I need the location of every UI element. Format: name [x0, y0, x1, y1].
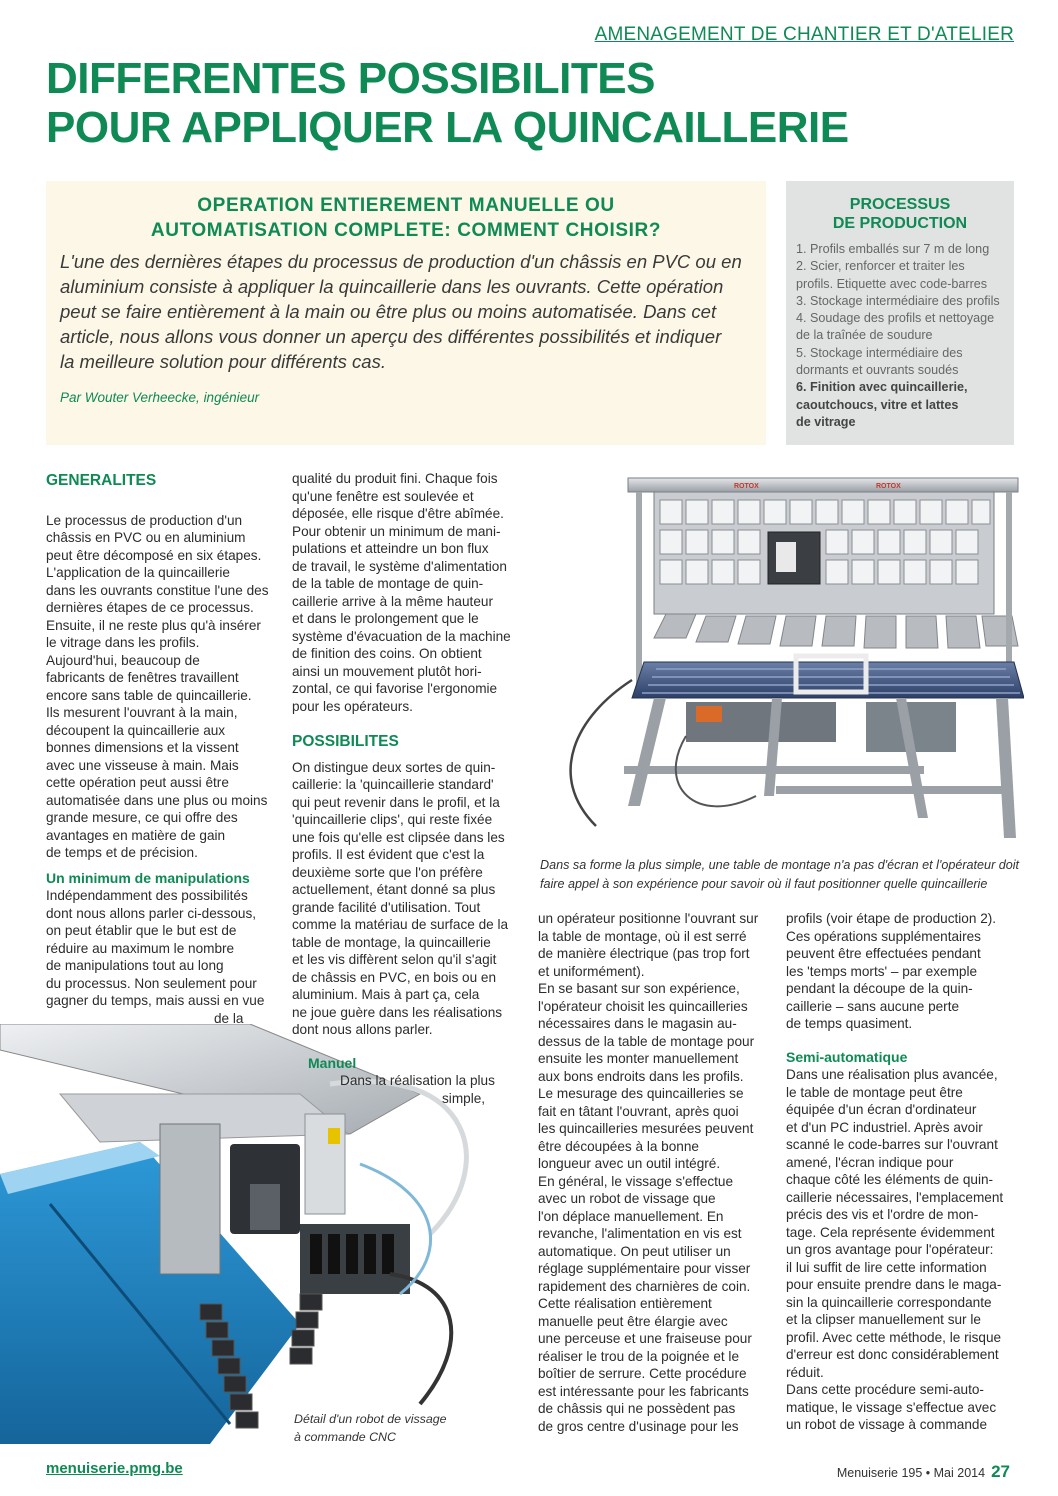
text-line: être découpées à la bonne — [538, 1138, 699, 1154]
text-line: une fois qu'elle est clipsée dans les — [292, 829, 505, 845]
text-line: caillerie nécessaires, l'emplacement — [786, 1189, 1004, 1205]
text-line: déposée, elle risque d'être abîmée. — [292, 506, 504, 521]
text-line: de temps quasiment. — [786, 1016, 913, 1031]
process-step-line: 1. Profils emballés sur 7 m de long — [796, 242, 990, 256]
text-line: du processus. Non seulement pour — [46, 975, 257, 991]
text-line: système d'évacuation de la machine — [292, 628, 511, 644]
text-line: de finition des coins. On obtient — [292, 646, 482, 661]
text-line: Ces opérations supplémentaires — [786, 928, 981, 944]
subheading: Manuel — [308, 1054, 357, 1071]
text-line: table de montage, la quincaillerie — [292, 934, 491, 950]
text-line: zontal, ce qui favorise l'ergonomie — [292, 681, 498, 696]
intro-box — [46, 181, 766, 445]
text-line: aluminium. Mais à part ça, cela — [292, 987, 480, 1002]
text-line: un opérateur positionne l'ouvrant sur — [538, 911, 759, 926]
text-line: profils. Il est évident que c'est la — [292, 847, 485, 862]
text-column-3 — [538, 910, 774, 1435]
text-line: Le processus de production d'un — [46, 512, 243, 528]
paragraph — [292, 759, 527, 1039]
text-line: caillerie arrive à la même hauteur — [292, 593, 493, 609]
process-step — [796, 241, 1004, 258]
paragraph — [786, 1066, 1016, 1434]
text-line: grande mesure, ce qui offre des — [46, 810, 238, 825]
text-line: de temps et de précision. — [46, 845, 198, 860]
text-line: Indépendamment des possibilités — [46, 888, 248, 903]
text-line: manuelle peut être élargie avec — [538, 1313, 728, 1329]
text-line: En se basant sur son expérience, — [538, 981, 740, 996]
intro-line: L'une des dernières étapes du processus de production d'un châssis en PVC ou en — [60, 251, 742, 272]
text-line: scanné le code-barres sur l'ouvrant — [786, 1137, 998, 1152]
text-line: ne joue guère dans les réalisations — [292, 1004, 503, 1020]
text-line: Le mesurage des quincailleries se — [538, 1086, 744, 1101]
text-line: amené, l'écran indique pour — [786, 1154, 954, 1170]
text-line: revanche, l'alimentation en vis est — [538, 1226, 742, 1241]
text-line: équipée d'un écran d'ordinateur — [786, 1102, 977, 1117]
text-line: dernières étapes de ce processus. — [46, 600, 254, 615]
text-line: pour ensuite prendre dans le maga- — [786, 1277, 1002, 1292]
process-step-line: dormants et ouvrants soudés — [796, 363, 959, 378]
text-line: Aujourd'hui, beaucoup de — [46, 652, 200, 668]
author-byline: Par Wouter Verheecke, ingénieur — [60, 390, 260, 405]
issue-info: Menuiserie 195 • Mai 2014 — [836, 1466, 986, 1480]
paragraph — [292, 470, 527, 715]
text-line: de la table de montage de quin- — [292, 576, 484, 591]
intro-heading — [60, 193, 752, 243]
text-line: Dans cette procédure semi-auto- — [786, 1382, 984, 1397]
paragraph — [46, 887, 281, 1027]
process-step-line: 2. Scier, renforcer et traiter les — [796, 259, 965, 274]
footer-website-link[interactable]: menuiserie.pmg.be — [46, 1460, 183, 1477]
text-line: On distingue deux sortes de quin- — [292, 759, 496, 775]
text-line: encore sans table de quincaillerie. — [46, 687, 252, 703]
text-column-1 — [46, 472, 281, 1027]
text-line: avec une visseuse à main. Mais — [46, 757, 239, 773]
text-line: d'erreur est donc considérablement — [786, 1347, 999, 1362]
intro-heading-line: AUTOMATISATION COMPLETE: COMMENT CHOISIR? — [150, 220, 662, 241]
text-line: et d'un PC industriel. Après avoir — [786, 1119, 983, 1135]
text-line: avantages en matière de gain — [46, 827, 226, 843]
process-step — [796, 345, 1004, 380]
text-line: bonnes dimensions et la vissent — [46, 740, 239, 755]
text-line: de gros centre d'usinage pour les — [538, 1418, 739, 1434]
text-line: un robot de vissage à commande — [786, 1417, 988, 1432]
paragraph — [786, 910, 1016, 1033]
text-line: fabricants de fenêtres travaillent — [46, 670, 239, 685]
text-line: de la — [214, 1010, 244, 1026]
intro-line: aluminium consiste à appliquer la quincaillerie dans les ouvrants. Cette opération — [60, 276, 724, 297]
text-line: profil. Avec cette méthode, le risque — [786, 1329, 1002, 1345]
caption-line: à commande CNC — [294, 1430, 396, 1444]
process-step-line: de vitrage — [796, 414, 856, 429]
brand-label: ROTOX — [734, 483, 759, 490]
text-line: ainsi un mouvement plutôt hori- — [292, 663, 482, 679]
text-line: de châssis en PVC, en bois ou en — [292, 969, 497, 985]
process-step-line: 5. Stockage intermédiaire des — [796, 345, 963, 360]
text-line: Pour obtenir un minimum de mani- — [292, 523, 501, 539]
process-step-line: profils. Etiquette avec code-barres — [796, 276, 988, 291]
process-step-current — [796, 379, 1004, 431]
intro-lead — [60, 249, 752, 374]
text-line: actuellement, étant donné sa plus — [292, 882, 496, 897]
intro-line: la meilleure solution pour différents cas. — [60, 351, 386, 372]
section-heading: POSSIBILITES — [292, 733, 399, 750]
text-line: une perceuse et une fraiseuse pour — [538, 1331, 752, 1346]
text-line: matique, le vissage s'effectue avec — [786, 1399, 997, 1415]
text-line: qu'une fenêtre est soulevée et — [292, 488, 474, 504]
subheading: Semi-automatique — [786, 1048, 908, 1065]
text-line: 'quincaillerie clips', qui reste fixée — [292, 812, 493, 827]
text-line: comme la matériau de surface de la — [292, 917, 509, 932]
section-label: AMENAGEMENT DE CHANTIER ET D'ATELIER — [594, 24, 1014, 45]
text-line: sin la quincaillerie correspondante — [786, 1294, 992, 1310]
text-line: peut être décomposé en six étapes. — [46, 547, 262, 563]
text-column-4 — [786, 910, 1016, 1434]
brand-label: ROTOX — [876, 483, 901, 490]
text-line: dont nous allons parler. — [292, 1022, 433, 1037]
photo-caption — [540, 856, 1019, 894]
text-line: qui peut revenir dans le profil, et la — [292, 794, 500, 810]
text-line: de manière électrique (pas trop fort — [538, 946, 750, 961]
text-line: caillerie – sans aucune perte — [786, 998, 960, 1014]
paragraph — [292, 1072, 527, 1107]
text-line: et les vis diffèrent selon qu'il s'agit — [292, 952, 497, 967]
text-line: dans les ouvrants constitue l'une des — [46, 582, 269, 598]
text-line: la table de montage, où il est serré — [538, 928, 747, 944]
intro-line: peut se faire entièrement à la main ou être plus ou moins automatisée. Dans cet — [60, 301, 717, 322]
intro-line: article, nous allons vous donner un aperçu des différentes possibilités et indiquer — [60, 326, 722, 347]
text-line: cette opération peut aussi être — [46, 775, 229, 790]
text-line: réglage supplémentaire pour visser — [538, 1261, 751, 1276]
text-line: et la clipser manuellement sur le — [786, 1312, 981, 1327]
text-line: de châssis qui ne possèdent pas — [538, 1401, 736, 1416]
process-step — [796, 310, 1004, 345]
text-line: avec un robot de vissage que — [538, 1191, 716, 1206]
text-line: pulations et atteindre un bon flux — [292, 541, 489, 556]
text-line: fait en tâtant l'ouvrant, après quoi — [538, 1103, 739, 1119]
text-line: de travail, le système d'alimentation — [292, 558, 507, 574]
assembly-table-illustration — [536, 466, 1024, 850]
text-line: il lui suffit de lire cette information — [786, 1259, 987, 1275]
text-line: profils (voir étape de production 2). — [786, 911, 997, 926]
text-line: simple, — [442, 1090, 486, 1106]
page-number: 27 — [991, 1462, 1010, 1481]
photo-caption — [294, 1410, 447, 1446]
text-line: et uniformément). — [538, 963, 645, 979]
text-line: réduit. — [786, 1364, 824, 1380]
text-line: l'on déplace manuellement. En — [538, 1208, 724, 1224]
process-steps — [796, 241, 1004, 431]
text-column-2 — [292, 470, 527, 1107]
text-line: les quincailleries mesurées peuvent — [538, 1121, 754, 1136]
text-line: deuxième sorte que l'on préfère — [292, 864, 483, 880]
paragraph — [46, 512, 281, 862]
process-step — [796, 293, 1004, 310]
text-line: et dans le prolongement que le — [292, 611, 479, 626]
text-line: Dans une réalisation plus avancée, — [786, 1067, 998, 1082]
text-line: gagner du temps, mais aussi en vue — [46, 993, 265, 1008]
paragraph — [538, 910, 774, 1435]
text-line: dont nous allons parler ci-dessous, — [46, 905, 257, 921]
title-line: DIFFERENTES POSSIBILITES — [46, 54, 655, 103]
process-title-line: PROCESSUS — [849, 196, 951, 213]
text-line: nécessaires dans le magasin au- — [538, 1016, 737, 1031]
caption-line: faire appel à son expérience pour savoir où il faut positionner quelle quincaillerie — [540, 877, 988, 891]
section-heading: GENERALITES — [46, 472, 157, 489]
text-line: Dans la réalisation la plus — [340, 1073, 495, 1088]
process-step-line: de la traînée de soudure — [796, 328, 933, 343]
text-line: boîtier de serrure. Cette procédure — [538, 1366, 747, 1381]
text-line: de manipulations tout au long — [46, 958, 224, 973]
text-line: précis des vis et l'ordre de mon- — [786, 1207, 979, 1222]
intro-heading-line: OPERATION ENTIEREMENT MANUELLE OU — [197, 195, 615, 216]
text-line: caillerie: la 'quincaillerie standard' — [292, 777, 494, 792]
process-title-line: DE PRODUCTION — [832, 215, 968, 232]
process-step-line: 6. Finition avec quincaillerie, — [796, 380, 968, 395]
text-line: chaque côté les éléments de quin- — [786, 1172, 994, 1187]
title-line: POUR APPLIQUER LA QUINCAILLERIE — [46, 103, 849, 152]
process-step — [796, 258, 1004, 293]
text-line: L'application de la quincaillerie — [46, 565, 230, 580]
caption-line: Dans sa forme la plus simple, une table de montage n'a pas d'écran et l'opérateur doit — [540, 858, 1020, 872]
assembly-table-photo — [536, 466, 1024, 850]
text-line: rapidement des charnières de coin. — [538, 1278, 751, 1294]
text-line: réduire au maximum le nombre — [46, 940, 235, 956]
text-line: Ensuite, il ne reste plus qu'à insérer — [46, 617, 261, 633]
process-step-line: 3. Stockage intermédiaire des profils — [796, 293, 1000, 308]
text-line: le table de montage peut être — [786, 1084, 963, 1100]
text-line: ensuite les monter manuellement — [538, 1051, 739, 1066]
text-line: tage. Cela représente évidemment — [786, 1224, 995, 1240]
subheading: Un minimum de manipulations — [46, 869, 250, 886]
text-line: automatique. On peut utiliser un — [538, 1243, 731, 1259]
text-line: l'opérateur choisit les quincailleries — [538, 998, 748, 1014]
text-line: qualité du produit fini. Chaque fois — [292, 471, 498, 486]
article-title — [46, 54, 1006, 152]
process-step-line: caoutchoucs, vitre et lattes — [796, 397, 959, 412]
text-line: dessus de la table de montage pour — [538, 1033, 755, 1049]
text-line: grande facilité d'utilisation. Tout — [292, 899, 481, 915]
text-line: un gros avantage pour l'opérateur: — [786, 1242, 994, 1257]
text-line: aux bons endroits dans les profils. — [538, 1068, 744, 1084]
text-line: le vitrage dans les profils. — [46, 635, 200, 650]
text-line: on peut établir que le but est de — [46, 923, 237, 938]
caption-line: Détail d'un robot de vissage — [294, 1412, 447, 1426]
text-line: peuvent être effectuées pendant — [786, 946, 981, 961]
text-line: Ils mesurent l'ouvrant à la main, — [46, 705, 238, 720]
process-sidebar — [786, 181, 1014, 445]
process-step-line: 4. Soudage des profils et nettoyage — [796, 311, 995, 326]
text-line: découpent la quincaillerie aux — [46, 722, 226, 738]
text-line: réaliser le trou de la poignée et le — [538, 1348, 740, 1364]
text-line: est intéressante pour les fabricants — [538, 1383, 749, 1399]
text-line: pendant la découpe de la quin- — [786, 981, 973, 996]
process-title — [796, 195, 1004, 233]
text-line: pour les opérateurs. — [292, 698, 413, 714]
text-line: En général, le vissage s'effectue — [538, 1173, 734, 1189]
text-line: automatisée dans une plus ou moins — [46, 792, 268, 808]
footer-issue — [837, 1462, 1010, 1482]
text-line: les 'temps morts' – par exemple — [786, 963, 978, 979]
text-line: longueur avec un outil intégré. — [538, 1156, 721, 1171]
text-line: Cette réalisation entièrement — [538, 1296, 712, 1311]
text-line: châssis en PVC ou en aluminium — [46, 530, 246, 545]
